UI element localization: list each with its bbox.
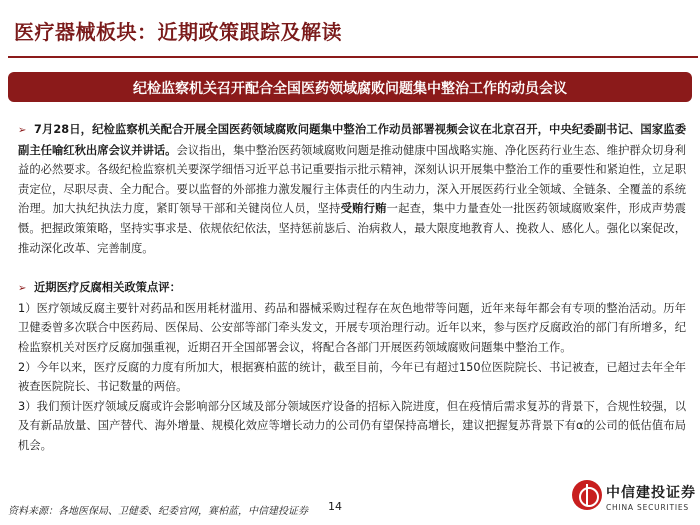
commentary-point-3: 3）我们预计医疗领域反腐或许会影响部分区域及部分领域医疗设备的招标入院进度，但在疫情后需求复苏的背景下，合规性较强，以及有新品放量、国产替代、海外增量、规模化效应等增长动力的公司仍有望保持高增长，建议把握复苏背景下有α的公司的低估值布局机会。 [18,399,686,452]
commentary-title: 近期医疗反腐相关政策点评： [34,281,181,295]
page-title: 医疗器械板块：近期政策跟踪及解读 [14,20,342,44]
commentary-point-2: 2）今年以来，医疗反腐的力度有所加大，根据赛柏蓝的统计，截至目前，今年已有超过150位医院院长、书记被查，已超过去年全年被查医院院长、书记数量的两倍。 [18,360,686,394]
brand-logo [572,476,696,522]
spacer [18,258,686,278]
banner-title: 纪检监察机关召开配合全国医药领域腐败问题集中整治工作的动员会议 [133,81,567,97]
news-lead: 7月28日，纪检监察机关配合开展全国医药领域腐败问题集中整治工作动员部署视频会议在北京召开，中央纪委副书记、国家监委副主任喻红秋出席会议并讲话。 [18,123,686,157]
main-content [18,120,686,456]
title-divider [8,56,698,58]
china-securities-logo-icon [572,480,602,510]
commentary-point-1: 1）医疗领域反腐主要针对药品和医用耗材滥用、药品和器械采购过程存在灰色地带等问题，近年来每年都会有专项的整治活动。历年卫健委曾多次联合中医药局、医保局、公安部等部门牵头发文，开展专项治理行动。近年以来，参与医疗反腐政治的部门有所增多，纪检监察机关对医疗反腐加强重视，近期召开全国部署会议，将配合各部门开展医药领域腐败问题集中整治工作。 [18,301,686,354]
section-banner [8,72,692,102]
logo-name-cn: 中信建投证券 [606,485,696,501]
title-bar [8,6,692,52]
arrow-bullet-icon: ➢ [18,125,27,136]
news-body-part2: 一起查，集中力量查处一批医药领域腐败案件，形成声势震慑。把握政策策略，坚持实事求是、依规依纪依法，坚持惩前毖后、治病救人，最大限度地教育人、挽救人、感化人。强化以案促改，推动深化改革、完善制度。 [18,202,686,255]
logo-name-en: CHINA SECURITIES [606,503,689,512]
arrow-bullet-icon: ➢ [18,283,27,295]
source-note: 资料来源：各地医保局、卫健委、纪委官网，赛柏蓝，中信建投证券 [8,506,308,517]
page-number: 14 [328,500,342,513]
commentary-heading [18,278,686,299]
news-paragraph [18,120,686,258]
news-body-part1: 会议指出，集中整治医药领域腐败问题是推动健康中国战略实施、净化医药行业生态、维护群众切身利益的必然要求。各级纪检监察机关要深学细悟习近平总书记重要指示批示精神，深刻认识开展集中整治工作的重要性和紧迫性，立足职责定位，尽职尽责、全力配合。要以监督的外部推力激发履行主体责任的内生动力，深入开展医药行业全领域、全链条、全覆盖的系统治理。加大执纪执法力度，紧盯领导干部和关键岗位人员，坚持 [18,143,686,216]
news-highlight: 受贿行贿 [340,202,387,216]
